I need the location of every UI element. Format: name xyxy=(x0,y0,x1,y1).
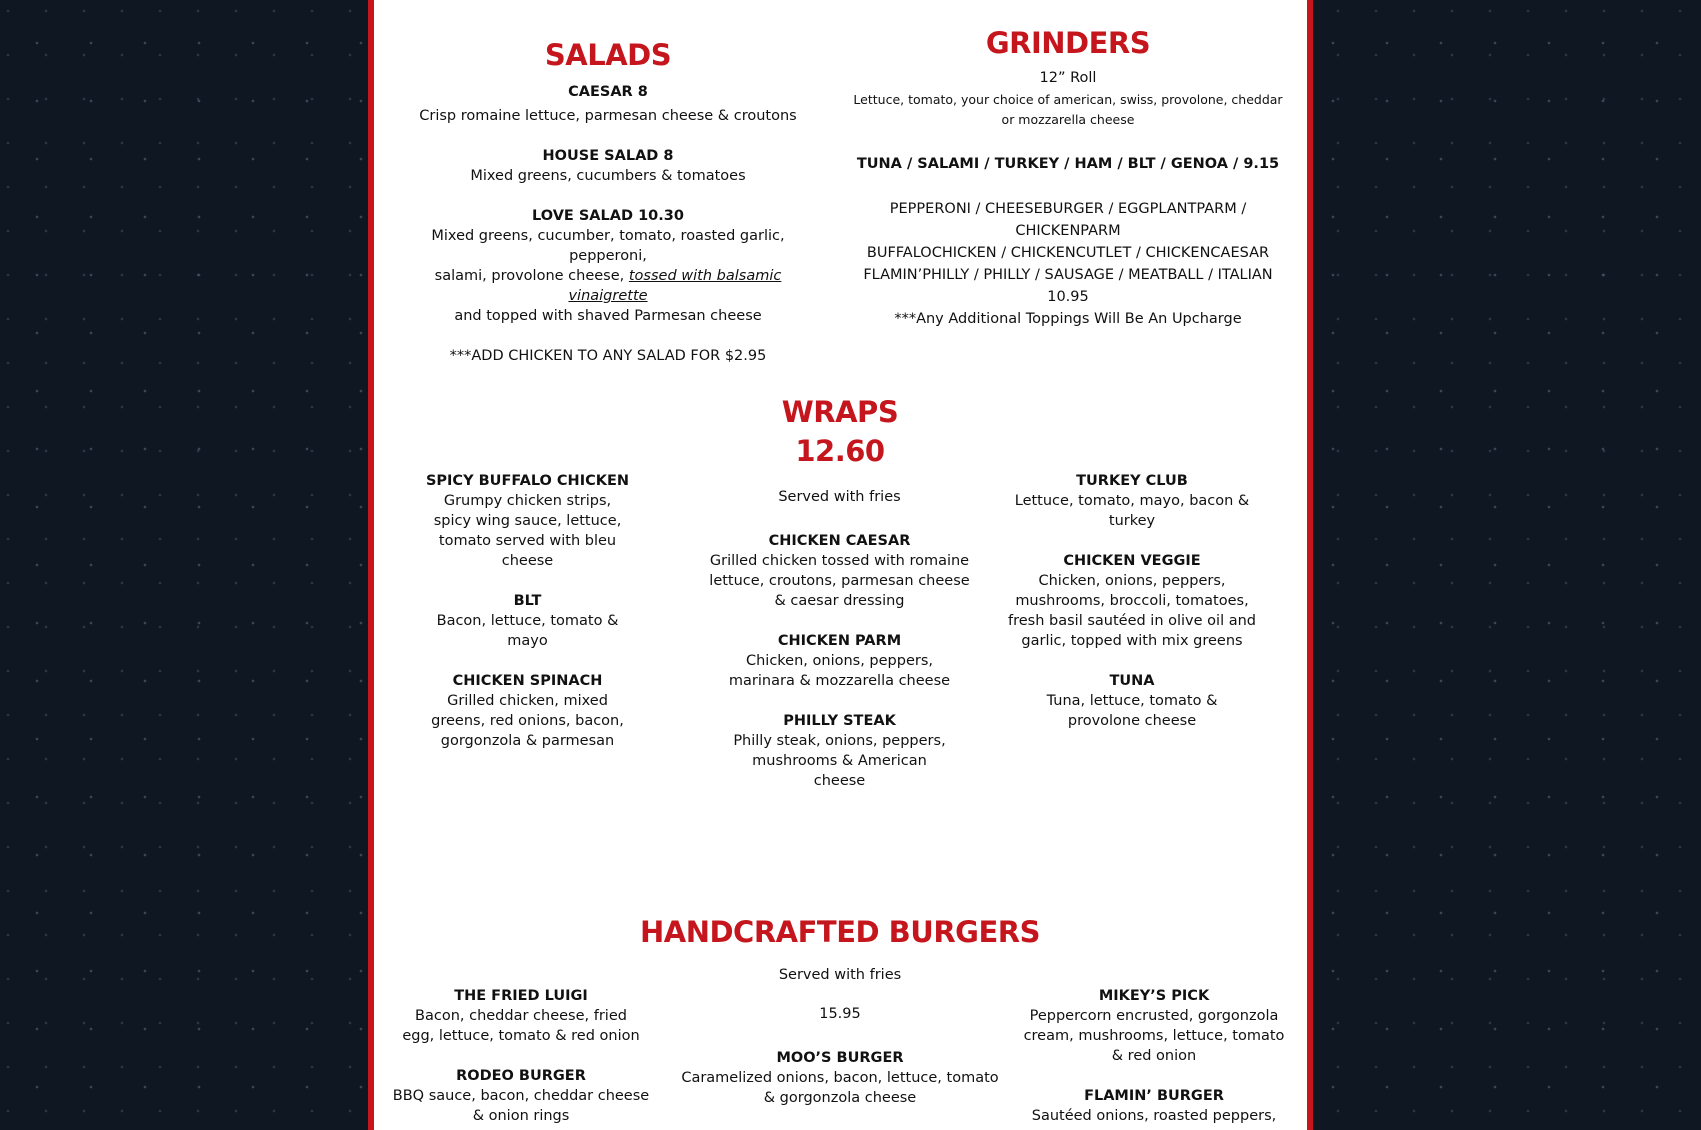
menu-item-name: SPICY BUFFALO CHICKEN xyxy=(425,473,630,489)
menu-item-desc: Peppercorn encrusted, gorgonzola cream, mushrooms, lettuce, tomato & red onion xyxy=(1023,1008,1285,1064)
menu-item-desc: BBQ sauce, bacon, cheddar cheese & onion rings xyxy=(392,1088,650,1124)
menu-item-name: CAESAR 8 xyxy=(568,84,648,100)
menu-item-desc: Chicken, onions, peppers, mushrooms, broccoli, tomatoes, fresh basil sautéed in olive oil and garlic, topped with mix greens xyxy=(1008,573,1256,649)
grinders-section xyxy=(848,20,1288,330)
menu-item-name: BLT xyxy=(513,593,542,609)
menu-item-desc: Crisp romaine lettuce, parmesan cheese & croutons xyxy=(419,108,797,124)
menu-item-desc: Grilled chicken tossed with romaine lettuce, croutons, parmesan cheese & caesar dressing xyxy=(709,553,970,609)
menu-item-desc: Philly steak, onions, peppers, mushrooms & American cheese xyxy=(733,733,946,789)
menu-item-name: FLAMIN’ BURGER xyxy=(1084,1088,1224,1104)
vinaigrette-note: tossed with balsamic vinaigrette xyxy=(568,268,782,304)
burgers-header xyxy=(620,910,1060,954)
menu-item-desc: Sautéed onions, roasted peppers, xyxy=(1031,1108,1277,1124)
menu-item-name: HOUSE SALAD 8 xyxy=(542,148,674,164)
grinders-desc: Lettuce, tomato, your choice of american, swiss, provolone, cheddar or mozzarella cheese xyxy=(853,92,1283,127)
wraps-title: WRAPS xyxy=(781,395,899,429)
menu-item-desc: Caramelized onions, bacon, lettuce, tomato & gorgonzola cheese xyxy=(681,1070,999,1106)
grinders-group2-line: BUFFALOCHICKEN / CHICKENCUTLET / CHICKENCAESAR xyxy=(866,245,1270,261)
menu-item-name: CHICKEN SPINACH xyxy=(452,673,603,689)
menu-item-desc: Lettuce, tomato, mayo, bacon & turkey xyxy=(1014,493,1250,529)
menu-item-name: LOVE SALAD 10.30 xyxy=(532,208,684,224)
grinders-group1: TUNA / SALAMI / TURKEY / HAM / BLT / GENOA / 9.15 xyxy=(856,156,1280,172)
desc-text: salami, provolone cheese, xyxy=(434,268,629,284)
burgers-title: HANDCRAFTED BURGERS xyxy=(640,915,1040,949)
grinders-group2-line: FLAMIN’PHILLY / PHILLY / SAUSAGE / MEATBALL / ITALIAN xyxy=(863,267,1273,283)
menu-item-name: THE FRIED LUIGI xyxy=(454,988,588,1004)
menu-item-desc: and topped with shaved Parmesan cheese xyxy=(454,308,762,324)
burgers-left-column xyxy=(390,986,652,1126)
menu-item-desc: Chicken, onions, peppers, marinara & mozzarella cheese xyxy=(728,653,951,689)
menu-item-desc: Grilled chicken, mixed greens, red onions, bacon, gorgonzola & parmesan xyxy=(431,693,624,749)
menu-item-name: CHICKEN CAESAR xyxy=(768,533,911,549)
wraps-center-column xyxy=(708,487,971,791)
menu-item-desc: Grumpy chicken strips, spicy wing sauce, lettuce, tomato served with bleu cheese xyxy=(433,493,622,569)
grinders-group2-price: 10.95 xyxy=(1047,289,1089,305)
menu-item-name: CHICKEN PARM xyxy=(777,633,902,649)
burgers-price: 15.95 xyxy=(819,1006,861,1022)
salads-note: ***ADD CHICKEN TO ANY SALAD FOR $2.95 xyxy=(449,348,767,364)
menu-item-desc: Tuna, lettuce, tomato & provolone cheese xyxy=(1046,693,1218,729)
menu-item-name: MOO’S BURGER xyxy=(776,1050,904,1066)
wraps-price: 12.60 xyxy=(795,434,885,468)
menu-item-name: RODEO BURGER xyxy=(456,1068,586,1084)
grinders-note: ***Any Additional Toppings Will Be An Upcharge xyxy=(894,311,1242,327)
burgers-served: Served with fries xyxy=(778,967,902,983)
wraps-right-column xyxy=(995,471,1269,731)
grinders-group2-line: PEPPERONI / CHEESEBURGER / EGGPLANTPARM / CHICKENPARM xyxy=(889,201,1247,239)
wraps-left-column xyxy=(415,471,640,751)
menu-item-name: PHILLY STEAK xyxy=(783,713,896,729)
salads-title: SALADS xyxy=(544,38,672,72)
grinders-title: GRINDERS xyxy=(985,26,1151,60)
burgers-right-column xyxy=(1020,986,1288,1126)
wraps-header xyxy=(740,392,940,470)
menu-item-name: TUNA xyxy=(1109,673,1155,689)
menu-item-name: TURKEY CLUB xyxy=(1076,473,1188,489)
grinders-size: 12” Roll xyxy=(1039,70,1097,86)
wraps-served: Served with fries xyxy=(778,489,901,505)
menu-item-desc: Bacon, cheddar cheese, fried egg, lettuce, tomato & red onion xyxy=(402,1008,640,1044)
menu-item-desc xyxy=(398,266,818,306)
salads-section xyxy=(398,30,818,366)
menu-item-name: CHICKEN VEGGIE xyxy=(1063,553,1201,569)
menu-item-desc: Mixed greens, cucumbers & tomatoes xyxy=(470,168,746,184)
menu-item-name: MIKEY’S PICK xyxy=(1098,988,1210,1004)
menu-item-desc: Bacon, lettuce, tomato & mayo xyxy=(436,613,619,649)
menu-item-desc: Mixed greens, cucumber, tomato, roasted garlic, pepperoni, xyxy=(431,228,785,264)
burgers-center-column xyxy=(680,965,1000,1108)
